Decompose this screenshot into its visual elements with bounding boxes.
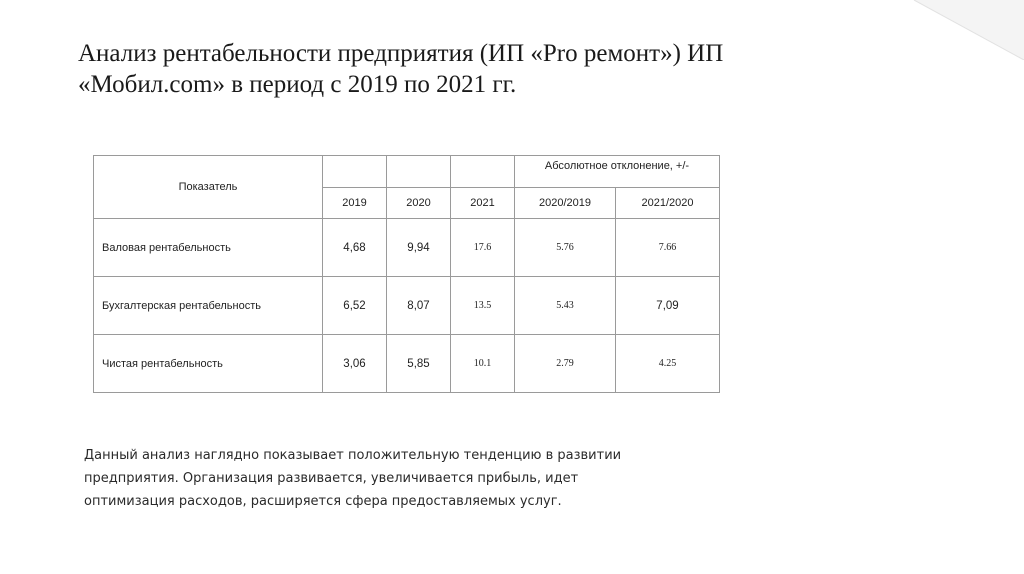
header-year-2019: 2019	[323, 188, 387, 219]
deviation-2020-2019: 5.76	[515, 219, 616, 277]
slide-title	[78, 38, 838, 100]
header-year-2021: 2021	[451, 188, 515, 219]
value-2020: 5,85	[387, 335, 451, 393]
header-blank-2021	[451, 156, 515, 188]
table-header-row	[94, 156, 720, 188]
header-deviation-2021-2020: 2021/2020	[616, 188, 720, 219]
deviation-2020-2019: 5.43	[515, 277, 616, 335]
slide-title-line-2: «Мобил.com» в период с 2019 по 2021 гг.	[78, 71, 517, 98]
row-name: Бухгалтерская рентабельность	[94, 277, 323, 335]
header-deviation-group: Абсолютное отклонение, +/-	[515, 156, 720, 188]
value-2019: 6,52	[323, 277, 387, 335]
value-2020: 9,94	[387, 219, 451, 277]
header-year-2020: 2020	[387, 188, 451, 219]
header-deviation-2020-2019: 2020/2019	[515, 188, 616, 219]
row-name: Чистая рентабельность	[94, 335, 323, 393]
header-blank-2020	[387, 156, 451, 188]
table-row	[94, 277, 720, 335]
conclusion-paragraph	[84, 444, 724, 513]
page-curl-decoration	[874, 0, 1024, 60]
value-2021: 17.6	[451, 219, 515, 277]
table-row	[94, 335, 720, 393]
deviation-2020-2019: 2.79	[515, 335, 616, 393]
deviation-2021-2020: 4.25	[616, 335, 720, 393]
conclusion-line-1: Данный анализ наглядно показывает положительную тенденцию в развитии	[84, 448, 622, 463]
header-indicator: Показатель	[94, 156, 323, 219]
slide-title-line-1: Анализ рентабельности предприятия (ИП «Pro ремонт») ИП	[78, 40, 724, 67]
value-2021: 10.1	[451, 335, 515, 393]
deviation-2021-2020: 7.66	[616, 219, 720, 277]
conclusion-line-3: оптимизация расходов, расширяется сфера предоставляемых услуг.	[84, 494, 562, 509]
value-2020: 8,07	[387, 277, 451, 335]
value-2021: 13.5	[451, 277, 515, 335]
conclusion-line-2: предприятия. Организация развивается, увеличивается прибыль, идет	[84, 471, 579, 486]
table-row	[94, 219, 720, 277]
row-name: Валовая рентабельность	[94, 219, 323, 277]
value-2019: 3,06	[323, 335, 387, 393]
header-blank-2019	[323, 156, 387, 188]
profitability-table	[93, 155, 720, 393]
deviation-2021-2020: 7,09	[616, 277, 720, 335]
value-2019: 4,68	[323, 219, 387, 277]
